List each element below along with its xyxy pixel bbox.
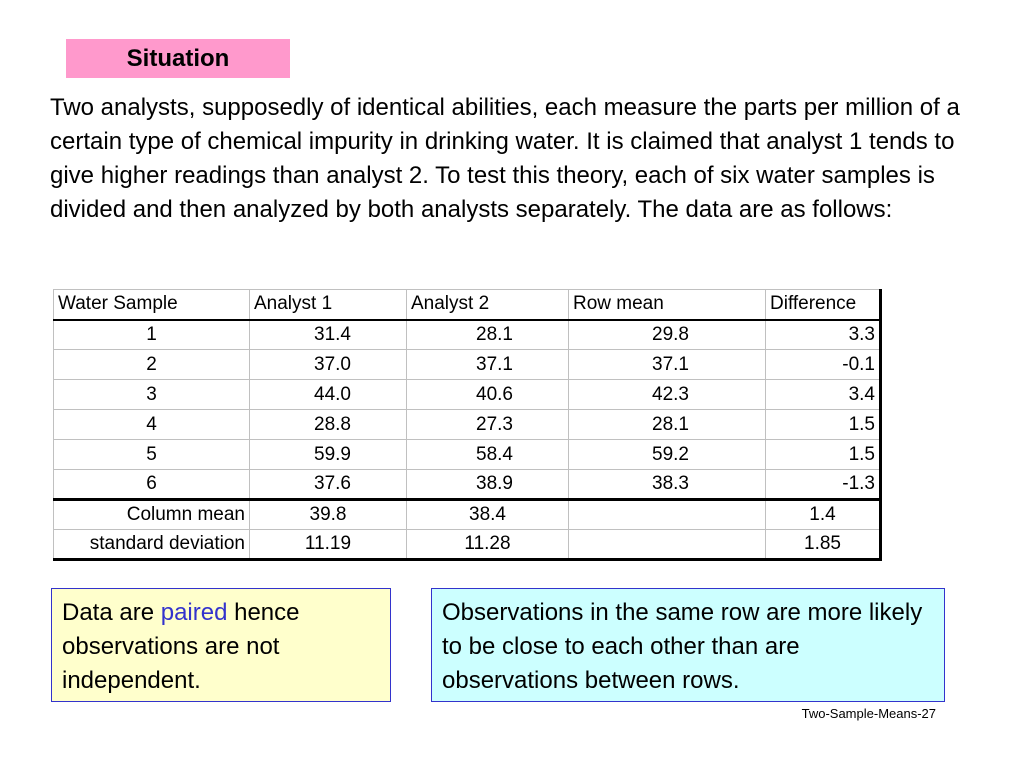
cell-row-mean: 28.1: [569, 410, 766, 440]
cell-row-mean: 59.2: [569, 440, 766, 470]
slide-footer: Two-Sample-Means-27: [801, 706, 936, 721]
cell-row-mean: 37.1: [569, 350, 766, 380]
summary-row-column-mean: [54, 500, 881, 530]
summary-analyst-2: 38.4: [407, 500, 569, 530]
note-paired-text-before: Data are: [62, 599, 161, 626]
cell-difference: -0.1: [766, 350, 881, 380]
cell-row-mean: 42.3: [569, 380, 766, 410]
summary-row-standard-deviation: [54, 530, 881, 560]
cell-sample: 3: [54, 380, 250, 410]
note-paired: [51, 588, 391, 702]
table-row: [54, 440, 881, 470]
summary-row-mean: [569, 530, 766, 560]
cell-analyst-2: 40.6: [407, 380, 569, 410]
cell-sample: 6: [54, 470, 250, 500]
note-paired-text-after: hence observations are not independent.: [62, 599, 300, 694]
cell-sample: 1: [54, 320, 250, 350]
cell-sample: 2: [54, 350, 250, 380]
cell-analyst-2: 27.3: [407, 410, 569, 440]
summary-row-mean: [569, 500, 766, 530]
cell-analyst-2: 38.9: [407, 470, 569, 500]
summary-difference: 1.85: [766, 530, 881, 560]
summary-analyst-1: 39.8: [250, 500, 407, 530]
summary-difference: 1.4: [766, 500, 881, 530]
cell-analyst-1: 28.8: [250, 410, 407, 440]
table-row: [54, 470, 881, 500]
cell-difference: -1.3: [766, 470, 881, 500]
cell-sample: 5: [54, 440, 250, 470]
cell-difference: 3.3: [766, 320, 881, 350]
cell-analyst-1: 37.6: [250, 470, 407, 500]
cell-difference: 3.4: [766, 380, 881, 410]
table-row: [54, 380, 881, 410]
cell-analyst-1: 44.0: [250, 380, 407, 410]
table-row: [54, 410, 881, 440]
cell-difference: 1.5: [766, 440, 881, 470]
cell-row-mean: 38.3: [569, 470, 766, 500]
note-paired-highlight: paired: [160, 599, 228, 626]
header-analyst-2: Analyst 2: [407, 290, 569, 320]
slide-title: Situation: [66, 39, 290, 78]
cell-analyst-1: 59.9: [250, 440, 407, 470]
header-difference: Difference: [766, 290, 881, 320]
cell-analyst-1: 37.0: [250, 350, 407, 380]
header-row-mean: Row mean: [569, 290, 766, 320]
note-same-row: Observations in the same row are more likely to be close to each other than are observations between rows.: [431, 588, 945, 702]
summary-analyst-2: 11.28: [407, 530, 569, 560]
summary-label: Column mean: [54, 500, 250, 530]
cell-analyst-2: 58.4: [407, 440, 569, 470]
summary-analyst-1: 11.19: [250, 530, 407, 560]
cell-analyst-1: 31.4: [250, 320, 407, 350]
intro-paragraph: Two analysts, supposedly of identical abilities, each measure the parts per million of a certain type of chemical impurity in drinking water. It is claimed that analyst 1 tends to give higher readings than analyst 2. To test this theory, each of six water samples is divided and then analyzed by both analysts separately. The data are as follows:: [50, 94, 960, 223]
cell-analyst-2: 37.1: [407, 350, 569, 380]
cell-row-mean: 29.8: [569, 320, 766, 350]
summary-label: standard deviation: [54, 530, 250, 560]
cell-analyst-2: 28.1: [407, 320, 569, 350]
header-water-sample: Water Sample: [54, 290, 250, 320]
header-analyst-1: Analyst 1: [250, 290, 407, 320]
table-row: [54, 350, 881, 380]
cell-difference: 1.5: [766, 410, 881, 440]
table-row: [54, 320, 881, 350]
table-header-row: [54, 290, 881, 320]
cell-sample: 4: [54, 410, 250, 440]
data-table: [53, 289, 882, 561]
